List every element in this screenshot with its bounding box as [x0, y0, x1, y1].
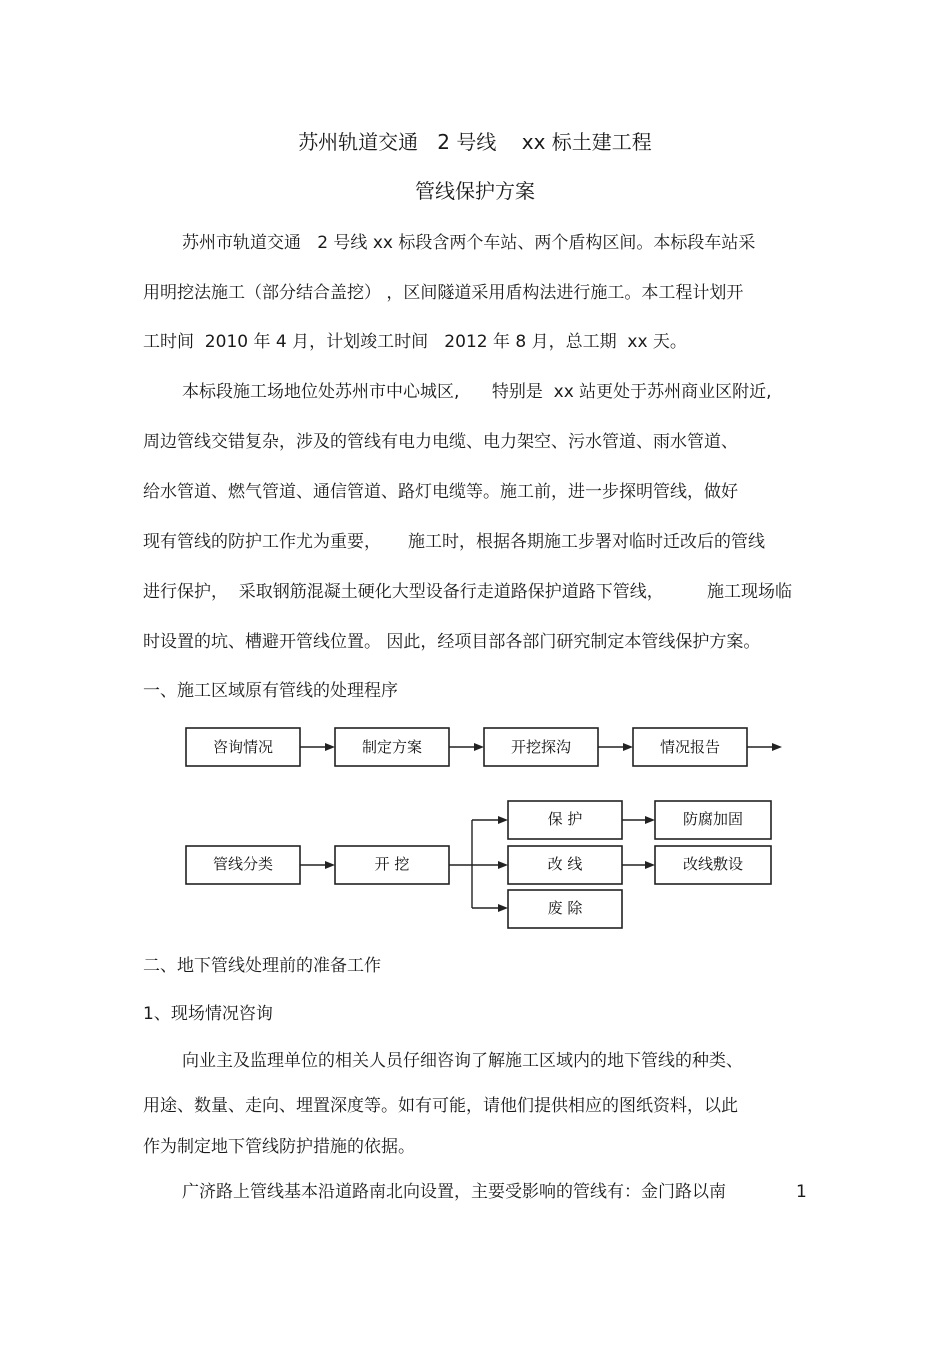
arrow-head-icon	[645, 861, 655, 869]
flow-box-anticorrosion-label: 防腐加固	[682, 810, 744, 828]
document-title: 苏州轨道交通 2 号线 xx 标土建工程	[298, 130, 652, 154]
text-line: 给水管道、燃气管道、通信管道、路灯电缆等。施工前，进一步探明管线，做好	[143, 482, 738, 502]
section-heading-2: 二、地下管线处理前的准备工作	[143, 956, 381, 976]
flow-box-dig-label: 开 挖	[374, 855, 410, 873]
flow-box-protect-label: 保 护	[547, 810, 583, 828]
text-line: 苏州市轨道交通 2 号线 xx 标段含两个车站、两个盾构区间。本标段车站采	[182, 233, 756, 253]
text-line: 时设置的坑、槽避开管线位置。 因此，经项目部各部门研究制定本管线保护方案。	[143, 632, 761, 652]
flow-box-report-label: 情况报告	[659, 738, 721, 756]
arrow-head-icon	[623, 743, 633, 751]
flow-box-classify-label: 管线分类	[212, 855, 274, 873]
arrow-head-icon	[474, 743, 484, 751]
section-heading-1: 一、施工区域原有管线的处理程序	[143, 681, 398, 701]
text-line: 用途、数量、走向、埋置深度等。如有可能，请他们提供相应的图纸资料，以此	[143, 1096, 738, 1116]
text-line: 作为制定地下管线防护措施的依据。	[143, 1137, 415, 1157]
text-line: 用明挖法施工（部分结合盖挖） ，区间隧道采用盾构法进行施工。本工程计划开	[143, 283, 744, 303]
flow-box-abandon-label: 废 除	[547, 899, 583, 917]
text-line: 现有管线的防护工作尤为重要， 施工时，根据各期施工步署对临时迁改后的管线	[143, 532, 766, 552]
arrow-head-icon	[498, 816, 508, 824]
text-line: 周边管线交错复杂，涉及的管线有电力电缆、电力架空、污水管道、雨水管道、	[143, 432, 738, 452]
flow-box-reroute-label: 改 线	[547, 855, 583, 873]
flow-box-plan-label: 制定方案	[361, 738, 423, 756]
text-line: 本标段施工场地位处苏州市中心城区, 特别是 xx 站更处于苏州商业区附近,	[182, 382, 772, 402]
paragraph-4: 广济路上管线基本沿道路南北向设置，主要受影响的管线有：金门路以南	[182, 1182, 726, 1202]
page-number: 1	[796, 1182, 807, 1202]
text-line: 向业主及监理单位的相关人员仔细咨询了解施工区域内的地下管线的种类、	[182, 1051, 743, 1071]
arrow-head-icon	[325, 861, 335, 869]
subsection-heading-1: 1、现场情况咨询	[143, 1004, 273, 1024]
arrow-head-icon	[498, 904, 508, 912]
document-subtitle: 管线保护方案	[415, 179, 535, 203]
text-line: 进行保护， 采取钢筋混凝土硬化大型设备行走道路保护道路下管线， 施工现场临	[143, 582, 793, 602]
arrow-head-icon	[772, 743, 782, 751]
arrow-head-icon	[645, 816, 655, 824]
arrow-head-icon	[498, 861, 508, 869]
flow-box-trench-label: 开挖探沟	[510, 738, 572, 756]
flow-box-relay-label: 改线敷设	[682, 855, 744, 873]
arrow-head-icon	[325, 743, 335, 751]
flow-box-consult-label: 咨询情况	[212, 738, 274, 756]
text-line: 工时间 2010 年 4 月，计划竣工时间 2012 年 8 月，总工期 xx 天。	[143, 332, 687, 352]
